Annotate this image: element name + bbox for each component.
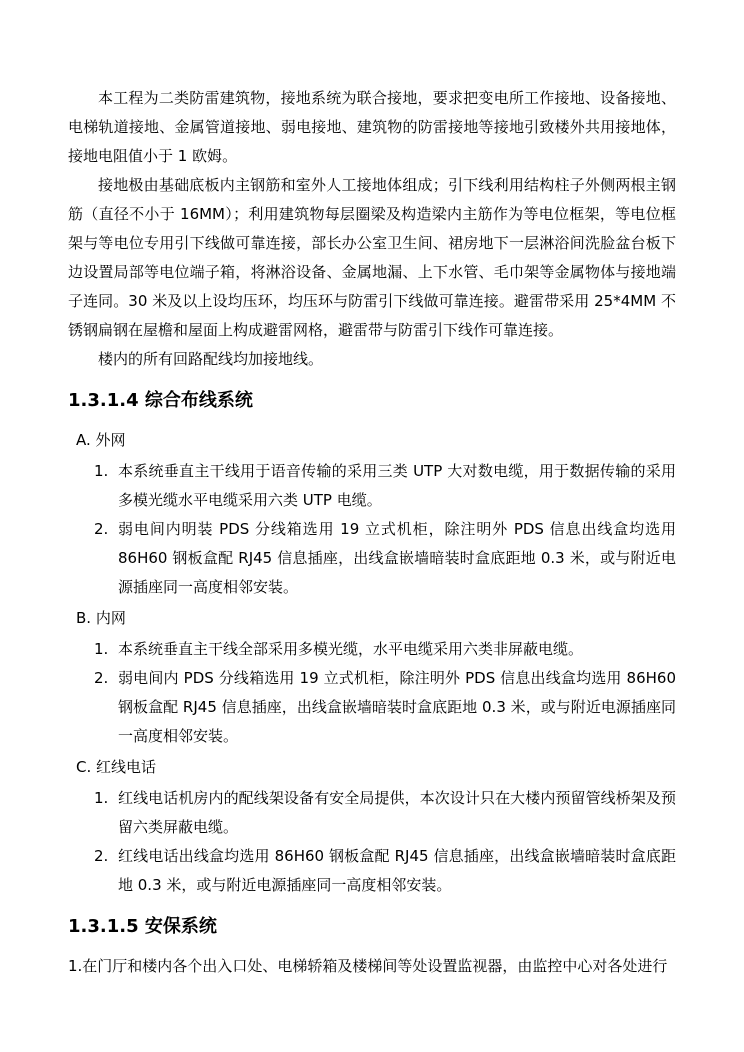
list-number: 1. xyxy=(94,640,109,658)
list-text: 本系统垂直主干线全部采用多模光缆，水平电缆采用六类非屏蔽电缆。 xyxy=(118,640,584,658)
list-text: 弱电间内 PDS 分线箱选用 19 立式机柜，除注明外 PDS 信息出线盒均选用 86H60 钢板盒配 RJ45 信息插座，出线盒嵌墙暗装时盒底距地 0.3 米，或与附近电源插座同一高度相邻安装。 xyxy=(118,669,676,745)
group-label-inner-network: B. 内网 xyxy=(76,609,126,627)
list-item-outer-1 xyxy=(68,457,676,515)
list-text: 弱电间内明装 PDS 分线箱选用 19 立式机柜，除注明外 PDS 信息出线盒均选用 86H60 钢板盒配 RJ45 信息插座，出线盒嵌墙暗装时盒底距地 0.3 米，或与附近电源插座同一高度相邻安装。 xyxy=(118,520,676,596)
section-heading-security-system: 1.3.1.5 安保系统 xyxy=(68,916,217,937)
list-number: 2. xyxy=(94,847,109,865)
group-label-redline-phone: C. 红线电话 xyxy=(76,758,157,776)
list-item-outer-2 xyxy=(68,515,676,602)
list-item-redline-1 xyxy=(68,784,676,842)
list-text: 红线电话出线盒均选用 86H60 钢板盒配 RJ45 信息插座，出线盒嵌墙暗装时盒底距地 0.3 米，或与附近电源插座同一高度相邻安装。 xyxy=(118,847,676,894)
section-heading-cabling-system: 1.3.1.4 综合布线系统 xyxy=(68,390,253,411)
body-paragraph-grounding-2: 接地极由基础底板内主钢筋和室外人工接地体组成；引下线利用结构柱子外侧两根主钢筋（直径不小于 16MM）；利用建筑物每层圈梁及构造梁内主筋作为等电位框架，等电位框架与等电位专用引下线做可靠连接，部长办公室卫生间、裙房地下一层淋浴间洗脸盆台板下边设置局部等电位端子箱，将淋浴设备、金属地漏、上下水管、毛巾架等金属物体与接地端子连同。30 米及以上设均压环，均压环与防雷引下线做可靠连接。避雷带采用 25*4MM 不锈钢扁钢在屋檐和屋面上构成避雷网格，避雷带与防雷引下线作可靠连接。 xyxy=(68,176,676,339)
list-number: 1. xyxy=(94,789,109,807)
list-item-inner-1 xyxy=(68,635,676,664)
body-paragraph-grounding-3: 楼内的所有回路配线均加接地线。 xyxy=(98,350,324,368)
body-paragraph-grounding-1: 本工程为二类防雷建筑物，接地系统为联合接地，要求把变电所工作接地、设备接地、电梯轨道接地、金属管道接地、弱电接地、建筑物的防雷接地等接地引致楼外共用接地体，接地电阻值小于 1 欧姆。 xyxy=(68,89,676,165)
list-item-redline-2 xyxy=(68,842,676,900)
list-text: 红线电话机房内的配线架设备有安全局提供，本次设计只在大楼内预留管线桥架及预留六类屏蔽电缆。 xyxy=(118,789,676,836)
list-number: 2. xyxy=(94,669,109,687)
group-label-outer-network: A. 外网 xyxy=(76,431,126,449)
body-paragraph-security-intro: 1.在门厅和楼内各个出入口处、电梯轿箱及楼梯间等处设置监视器，由监控中心对各处进行 xyxy=(68,957,668,975)
list-item-inner-2 xyxy=(68,664,676,751)
list-number: 2. xyxy=(94,520,109,538)
list-number: 1. xyxy=(94,462,109,480)
list-text: 本系统垂直主干线用于语音传输的采用三类 UTP 大对数电缆，用于数据传输的采用多模光缆水平电缆采用六类 UTP 电缆。 xyxy=(118,462,676,509)
